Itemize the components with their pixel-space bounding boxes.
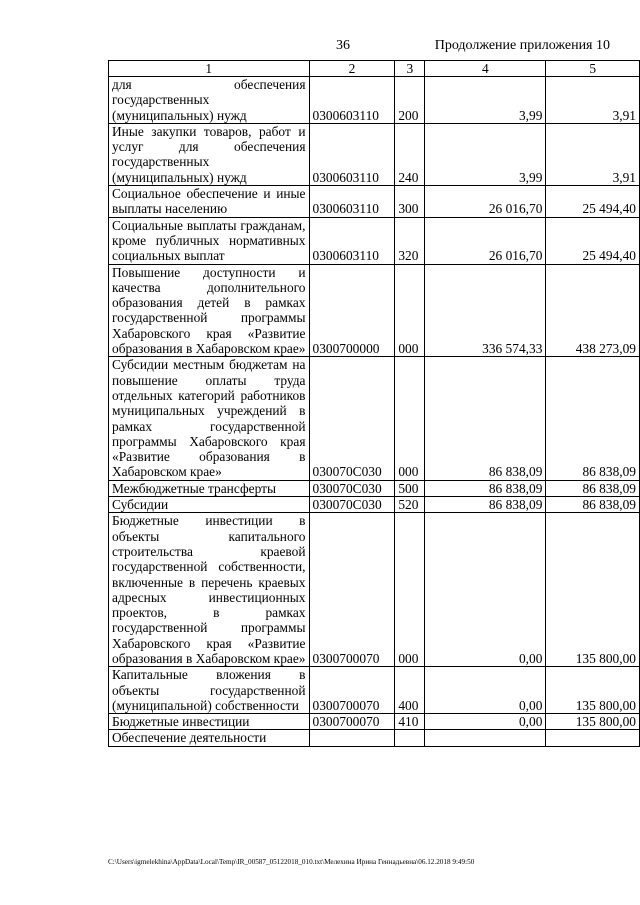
row-name-cell: Субсидии местным бюджетам на повышение оплаты труда отдельных категорий работников муниципальных учреждений в рамках государственной программы Хабаровского края «Развитие образования в Хабаровском крае» bbox=[109, 357, 310, 480]
target-article-cell bbox=[309, 730, 395, 746]
table-row bbox=[109, 667, 640, 714]
amount-col5-cell: 135 800,00 bbox=[546, 667, 640, 714]
amount-col5-cell: 438 273,09 bbox=[546, 264, 640, 357]
column-header-2: 2 bbox=[309, 61, 395, 77]
table-header-row bbox=[109, 61, 640, 77]
amount-col5-cell: 25 494,40 bbox=[546, 186, 640, 218]
table-row bbox=[109, 264, 640, 357]
column-header-1: 1 bbox=[109, 61, 310, 77]
expense-type-cell: 500 bbox=[395, 480, 425, 496]
row-name-cell: для обеспечения государственных (муниципальных) нужд bbox=[109, 77, 310, 124]
table-row bbox=[109, 497, 640, 513]
amount-col4-cell: 86 838,09 bbox=[425, 357, 546, 480]
page-number: 36 bbox=[336, 38, 350, 53]
amount-col5-cell: 135 800,00 bbox=[546, 513, 640, 667]
expense-type-cell: 000 bbox=[395, 357, 425, 480]
expense-type-cell: 240 bbox=[395, 123, 425, 185]
amount-col4-cell: 0,00 bbox=[425, 513, 546, 667]
table-row bbox=[109, 123, 640, 185]
amount-col5-cell: 135 800,00 bbox=[546, 714, 640, 730]
expense-type-cell: 200 bbox=[395, 77, 425, 124]
row-name-cell: Социальное обеспечение и иные выплаты населению bbox=[109, 186, 310, 218]
table-row bbox=[109, 714, 640, 730]
appendix-continuation-label: Продолжение приложения 10 bbox=[434, 38, 610, 53]
target-article-cell: 030070С030 bbox=[309, 480, 395, 496]
expense-type-cell: 320 bbox=[395, 217, 425, 264]
row-name-cell: Бюджетные инвестиции в объекты капитального строительства краевой государственной собственности, включенные в перечень краевых адресных инвестиционных проектов, в рамках государственной программы Хабаровского края «Развитие образования в Хабаровском крае» bbox=[109, 513, 310, 667]
amount-col5-cell: 86 838,09 bbox=[546, 357, 640, 480]
budget-table bbox=[108, 60, 640, 747]
amount-col5-cell: 25 494,40 bbox=[546, 217, 640, 264]
target-article-cell: 0300603110 bbox=[309, 77, 395, 124]
expense-type-cell: 410 bbox=[395, 714, 425, 730]
column-header-3: 3 bbox=[395, 61, 425, 77]
column-header-4: 4 bbox=[425, 61, 546, 77]
amount-col4-cell: 86 838,09 bbox=[425, 480, 546, 496]
row-name-cell: Капитальные вложения в объекты государственной (муниципальной) собственности bbox=[109, 667, 310, 714]
row-name-cell: Межбюджетные трансферты bbox=[109, 480, 310, 496]
row-name-cell: Социальные выплаты гражданам, кроме публичных нормативных социальных выплат bbox=[109, 217, 310, 264]
target-article-cell: 0300700070 bbox=[309, 714, 395, 730]
amount-col4-cell: 3,99 bbox=[425, 77, 546, 124]
table-row bbox=[109, 186, 640, 218]
target-article-cell: 0300700000 bbox=[309, 264, 395, 357]
row-name-cell: Иные закупки товаров, работ и услуг для обеспечения государственных (муниципальных) нужд bbox=[109, 123, 310, 185]
target-article-cell: 0300603110 bbox=[309, 217, 395, 264]
table-row bbox=[109, 480, 640, 496]
amount-col4-cell: 0,00 bbox=[425, 667, 546, 714]
row-name-cell: Повышение доступности и качества дополнительного образования детей в рамках государственной программы Хабаровского края «Развитие образования в Хабаровском крае» bbox=[109, 264, 310, 357]
expense-type-cell: 000 bbox=[395, 264, 425, 357]
table-row bbox=[109, 357, 640, 480]
amount-col4-cell: 0,00 bbox=[425, 714, 546, 730]
amount-col4-cell: 26 016,70 bbox=[425, 186, 546, 218]
table-row bbox=[109, 77, 640, 124]
table-body bbox=[109, 77, 640, 747]
amount-col4-cell: 336 574,33 bbox=[425, 264, 546, 357]
amount-col4-cell: 86 838,09 bbox=[425, 497, 546, 513]
row-name-cell: Бюджетные инвестиции bbox=[109, 714, 310, 730]
row-name-cell: Обеспечение деятельности bbox=[109, 730, 310, 746]
file-path-footer: C:\Users\igmelekhina\AppData\Local\Temp\IR_00587_05122018_010.txt\Мелехина Ирина Геннадьевна\06.12.2018 9:49:50 bbox=[108, 858, 475, 866]
target-article-cell: 030070С030 bbox=[309, 497, 395, 513]
target-article-cell: 0300603110 bbox=[309, 123, 395, 185]
amount-col4-cell bbox=[425, 730, 546, 746]
target-article-cell: 030070С030 bbox=[309, 357, 395, 480]
table-row bbox=[109, 513, 640, 667]
amount-col5-cell bbox=[546, 730, 640, 746]
table-row bbox=[109, 217, 640, 264]
target-article-cell: 0300700070 bbox=[309, 667, 395, 714]
amount-col4-cell: 3,99 bbox=[425, 123, 546, 185]
amount-col5-cell: 86 838,09 bbox=[546, 497, 640, 513]
target-article-cell: 0300603110 bbox=[309, 186, 395, 218]
expense-type-cell: 000 bbox=[395, 513, 425, 667]
expense-type-cell: 300 bbox=[395, 186, 425, 218]
expense-type-cell: 400 bbox=[395, 667, 425, 714]
row-name-cell: Субсидии bbox=[109, 497, 310, 513]
expense-type-cell bbox=[395, 730, 425, 746]
amount-col5-cell: 3,91 bbox=[546, 123, 640, 185]
amount-col5-cell: 86 838,09 bbox=[546, 480, 640, 496]
target-article-cell: 0300700070 bbox=[309, 513, 395, 667]
column-header-5: 5 bbox=[546, 61, 640, 77]
amount-col4-cell: 26 016,70 bbox=[425, 217, 546, 264]
amount-col5-cell: 3,91 bbox=[546, 77, 640, 124]
expense-type-cell: 520 bbox=[395, 497, 425, 513]
table-row bbox=[109, 730, 640, 746]
